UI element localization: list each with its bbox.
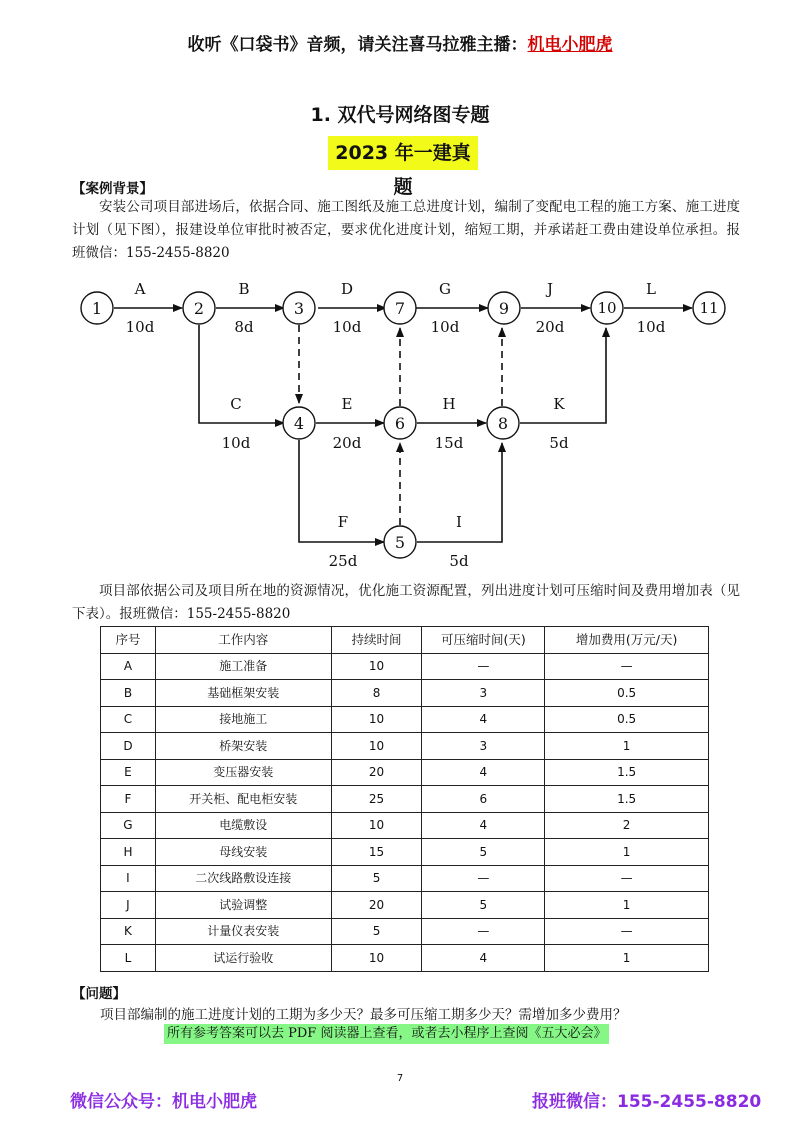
cell-cost: 1 — [545, 733, 709, 760]
cell-cost: 1 — [545, 839, 709, 866]
cell-cost: — — [545, 653, 709, 680]
header-cost: 增加费用(万元/天) — [545, 627, 709, 654]
background-label: 【案例背景】 — [72, 181, 153, 197]
cell-index: B — [101, 680, 156, 707]
activity-d-duration: 10d — [332, 318, 362, 336]
cell-cost: 2 — [545, 812, 709, 839]
cell-work: 开关柜、配电柜安装 — [155, 786, 331, 813]
cell-work: 桥架安装 — [155, 733, 331, 760]
cell-cost: — — [545, 918, 709, 945]
activity-g-duration: 10d — [430, 318, 460, 336]
cell-work: 二次线路敷设连接 — [155, 865, 331, 892]
answer-hint: 所有参考答案可以去 PDF 阅读器上查看，或者去小程序上查阅《五大必会》 — [164, 1024, 609, 1044]
node-10-label: 10 — [597, 299, 617, 317]
question-label: 【问题】 — [72, 986, 126, 1002]
cell-compressible: — — [422, 653, 545, 680]
cell-duration: 20 — [331, 892, 422, 919]
cell-duration: 25 — [331, 786, 422, 813]
top-banner — [0, 30, 800, 55]
activity-b-name: B — [238, 280, 250, 298]
cell-cost: 0.5 — [545, 706, 709, 733]
cell-compressible: 4 — [422, 945, 545, 972]
question-text: 项目部编制的施工进度计划的工期为多少天？最多可压缩工期多少天？需增加多少费用？ — [100, 1007, 627, 1023]
activity-b-duration: 8d — [234, 318, 254, 336]
activity-e-duration: 20d — [332, 434, 362, 452]
cell-work: 试验调整 — [155, 892, 331, 919]
footer-enroll-wechat: 报班微信：155-2455-8820 — [532, 1092, 762, 1112]
node-7-label: 7 — [394, 299, 406, 318]
network-diagram — [60, 272, 740, 572]
cell-compressible: 4 — [422, 759, 545, 786]
activity-c-name: C — [230, 395, 242, 413]
cell-index: J — [101, 892, 156, 919]
cell-cost: 1.5 — [545, 759, 709, 786]
activity-a-name: A — [134, 280, 146, 298]
activity-l-name: L — [646, 280, 656, 298]
cell-duration: 20 — [331, 759, 422, 786]
node-3-label: 3 — [293, 299, 305, 318]
cell-index: D — [101, 733, 156, 760]
activity-f-name: F — [337, 513, 349, 531]
cell-duration: 10 — [331, 945, 422, 972]
table-row — [101, 653, 709, 680]
cell-cost: — — [545, 865, 709, 892]
table-row — [101, 733, 709, 760]
cell-compressible: 5 — [422, 892, 545, 919]
table-row — [101, 865, 709, 892]
cell-work: 接地施工 — [155, 706, 331, 733]
banner-prefix: 收听《口袋书》音频，请关注喜马拉雅主播： — [187, 35, 528, 55]
cell-index: A — [101, 653, 156, 680]
cell-compressible: — — [422, 918, 545, 945]
node-9-label: 9 — [498, 299, 510, 318]
activity-d-name: D — [340, 280, 354, 298]
cell-duration: 15 — [331, 839, 422, 866]
node-2-label: 2 — [193, 299, 205, 318]
table-row — [101, 945, 709, 972]
cell-index: L — [101, 945, 156, 972]
cell-work: 母线安装 — [155, 839, 331, 866]
activity-i-duration: 5d — [449, 552, 469, 570]
cell-work: 变压器安装 — [155, 759, 331, 786]
node-1-label: 1 — [91, 299, 103, 318]
cell-duration: 8 — [331, 680, 422, 707]
cell-compressible: 6 — [422, 786, 545, 813]
cell-compressible: 3 — [422, 680, 545, 707]
cell-work: 基础框架安装 — [155, 680, 331, 707]
banner-host-link[interactable]: 机电小肥虎 — [527, 35, 613, 55]
cell-compressible: 4 — [422, 812, 545, 839]
background-paragraph: 安装公司项目部进场后，依据合同、施工图纸及施工总进度计划，编制了变配电工程的施工方案、施工进度计划（见下图），报建设单位审批时被否定，要求优化进度计划，缩短工期，并承诺赶工费由建设单位承担。报班微信：155-2455-8820 — [72, 199, 740, 261]
cell-index: F — [101, 786, 156, 813]
activity-g-name: G — [439, 280, 451, 298]
cell-index: H — [101, 839, 156, 866]
node-8-label: 8 — [497, 414, 509, 433]
cell-index: C — [101, 706, 156, 733]
cell-compressible: 3 — [422, 733, 545, 760]
activity-k-duration: 5d — [549, 434, 569, 452]
cell-work: 施工准备 — [155, 653, 331, 680]
table-row — [101, 812, 709, 839]
table-row — [101, 680, 709, 707]
table-row — [101, 892, 709, 919]
compression-table — [100, 626, 709, 972]
cell-work: 电缆敷设 — [155, 812, 331, 839]
cell-cost: 1 — [545, 945, 709, 972]
activity-k-name: K — [553, 395, 565, 413]
node-5-label: 5 — [394, 533, 406, 552]
cell-compressible: — — [422, 865, 545, 892]
header-work: 工作内容 — [155, 627, 331, 654]
header-index: 序号 — [101, 627, 156, 654]
table-row — [101, 918, 709, 945]
cell-index: E — [101, 759, 156, 786]
table-header-row — [101, 627, 709, 654]
cell-work: 试运行验收 — [155, 945, 331, 972]
cell-duration: 10 — [331, 733, 422, 760]
activity-h-name: H — [442, 395, 456, 413]
header-compressible: 可压缩时间(天) — [422, 627, 545, 654]
cell-compressible: 4 — [422, 706, 545, 733]
cell-duration: 5 — [331, 918, 422, 945]
node-11-label: 11 — [699, 299, 719, 317]
cell-duration: 10 — [331, 653, 422, 680]
cell-cost: 1 — [545, 892, 709, 919]
activity-i-name: I — [456, 513, 462, 531]
cell-compressible: 5 — [422, 839, 545, 866]
node-6-label: 6 — [394, 414, 406, 433]
cell-index: I — [101, 865, 156, 892]
table-row — [101, 706, 709, 733]
activity-l-duration: 10d — [636, 318, 666, 336]
activity-e-name: E — [341, 395, 353, 413]
activity-c-duration: 10d — [221, 434, 251, 452]
footer-wechat-account: 微信公众号：机电小肥虎 — [70, 1092, 257, 1112]
table-intro-paragraph: 项目部依据公司及项目所在地的资源情况，优化施工资源配置，列出进度计划可压缩时间及费用增加表（见下表）。报班微信：155-2455-8820 — [72, 583, 740, 622]
section-title: 1. 双代号网络图专题 — [310, 104, 490, 126]
cell-cost: 0.5 — [545, 680, 709, 707]
header-duration: 持续时间 — [331, 627, 422, 654]
exam-subtitle: 2023 年一建真题 — [328, 136, 478, 170]
activity-h-duration: 15d — [434, 434, 464, 452]
cell-duration: 5 — [331, 865, 422, 892]
cell-cost: 1.5 — [545, 786, 709, 813]
table-row — [101, 839, 709, 866]
cell-index: K — [101, 918, 156, 945]
activity-a-duration: 10d — [125, 318, 155, 336]
node-4-label: 4 — [293, 414, 305, 433]
page-number: 7 — [396, 1073, 404, 1084]
cell-duration: 10 — [331, 706, 422, 733]
activity-j-name: J — [546, 280, 554, 298]
table-row — [101, 759, 709, 786]
activity-f-duration: 25d — [328, 552, 358, 570]
table-row — [101, 786, 709, 813]
cell-work: 计量仪表安装 — [155, 918, 331, 945]
cell-index: G — [101, 812, 156, 839]
activity-j-duration: 20d — [535, 318, 565, 336]
cell-duration: 10 — [331, 812, 422, 839]
